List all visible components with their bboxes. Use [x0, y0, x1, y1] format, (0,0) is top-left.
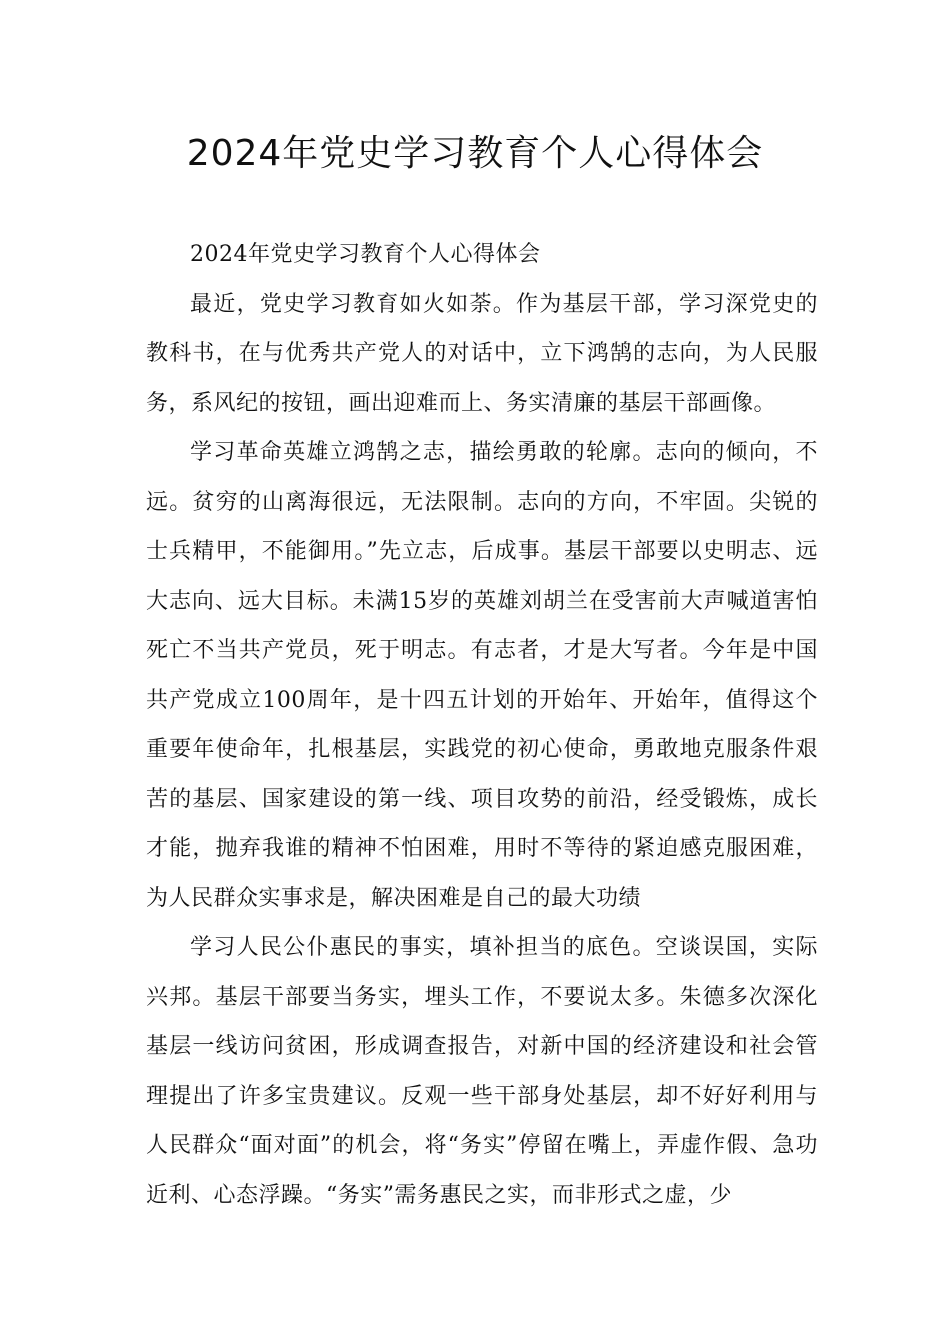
- paragraph-practical: 学习人民公仆惠民的事实，填补担当的底色。空谈误国，实际兴邦。基层干部要当务实，埋头工作，不要说太多。朱德多次深化基层一线访问贫困，形成调查报告，对新中国的经济建设和社会管理提出了许多宝贵建议。反观一些干部身处基层，却不好好利用与人民群众“面对面”的机会，将“务实”停留在嘴上，弄虚作假、急功近利、心态浮躁。“务实”需务惠民之实，而非形式之虚，少: [146, 935, 818, 1208]
- paragraph-ambition: 学习革命英雄立鸿鹄之志，描绘勇敢的轮廓。志向的倾向，不远。贫穷的山离海很远，无法限制。志向的方向，不牢固。尖锐的士兵精甲，不能御用。”先立志，后成事。基层干部要以史明志、远大志向、远大目标。未满15岁的英雄刘胡兰在受害前大声喊道害怕死亡不当共产党员，死于明志。有志者，才是大写者。今年是中国共产党成立100周年，是十四五计划的开始年、开始年，值得这个重要年使命年，扎根基层，实践党的初心使命，勇敢地克服条件艰苦的基层、国家建设的第一线、项目攻势的前沿，经受锻炼，成长才能，抛弃我谁的精神不怕困难，用时不等待的紧迫感克服困难，为人民群众实事求是，解决困难是自己的最大功绩: [146, 440, 818, 911]
- document-body: [146, 230, 818, 1220]
- paragraph-subtitle: 2024年党史学习教育个人心得体会: [190, 242, 541, 267]
- paragraph-intro: 最近，党史学习教育如火如荼。作为基层干部，学习深党史的教科书，在与优秀共产党人的对话中，立下鸿鹄的志向，为人民服务，系风纪的按钮，画出迎难而上、务实清廉的基层干部画像。: [146, 291, 818, 416]
- document-title: 2024年党史学习教育个人心得体会: [186, 133, 764, 174]
